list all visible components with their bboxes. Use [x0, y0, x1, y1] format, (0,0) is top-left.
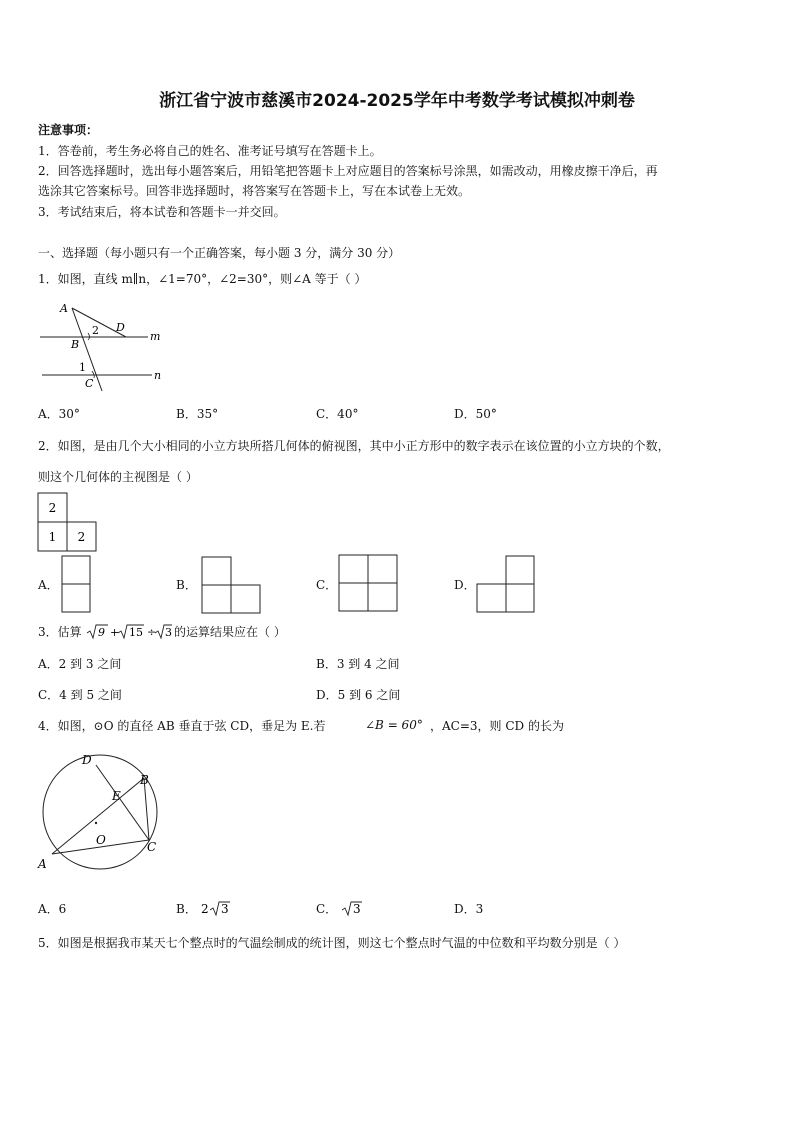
- point-label-b: B: [71, 338, 80, 351]
- q2-option-c: C．: [316, 578, 338, 592]
- line-label-n: n: [154, 369, 162, 382]
- notice-item: 2．回答选择题时，选出每小题答案后，用铅笔把答题卡上对应题目的答案标号涂黑，如需改动，用橡皮擦干净后，再: [38, 164, 658, 178]
- point-label-d: D: [82, 753, 92, 767]
- radicand: 3: [353, 902, 361, 916]
- q3-option-b: B．3 到 4 之间: [316, 657, 400, 671]
- divide-sign: ÷: [147, 626, 157, 639]
- radicand: 3: [165, 626, 172, 639]
- question-3-stem-prefix: 3．估算: [38, 625, 82, 639]
- q4-option-c: C．: [316, 902, 338, 916]
- question-4-stem-suffix: ，AC=3，则 CD 的长为: [430, 719, 564, 733]
- radicand: 3: [221, 902, 229, 916]
- notice-heading: 注意事项：: [38, 123, 99, 137]
- angle-label-2: 2: [92, 324, 99, 337]
- grid-count: 2: [77, 530, 86, 544]
- grid-count: 2: [48, 501, 57, 515]
- point-label-o: O: [96, 833, 106, 847]
- q4-option-b-value: [200, 897, 234, 919]
- q2-option-b: B．: [176, 578, 197, 592]
- q2-option-a-figure: [61, 555, 93, 615]
- q3-option-a: A．2 到 3 之间: [38, 657, 122, 671]
- question-4-angle: ∠B = 60°: [365, 718, 423, 732]
- q4-option-b: B．: [176, 902, 197, 916]
- q1-option-c: C．40°: [316, 407, 359, 421]
- section-heading: 一、选择题（每小题只有一个正确答案，每小题 3 分，满分 30 分）: [38, 246, 401, 260]
- question-4-stem-prefix: 4．如图，⊙O 的直径 AB 垂直于弦 CD，垂足为 E.若: [38, 719, 326, 733]
- point-label-a: A: [38, 857, 47, 871]
- grid-count: 1: [48, 530, 57, 544]
- point-label-c: C: [147, 840, 157, 854]
- q2-top-view-grid: [37, 492, 99, 552]
- point-label-e: E: [112, 789, 121, 803]
- q3-expression: [86, 620, 172, 642]
- q2-option-d: D．: [454, 578, 476, 592]
- radicand: 9: [98, 626, 105, 639]
- q2-option-c-figure: [338, 554, 400, 614]
- q1-figure: [36, 298, 166, 396]
- notice-item: 3．考试结束后，将本试卷和答题卡一并交回。: [38, 205, 286, 219]
- coefficient: 2: [201, 902, 209, 916]
- q4-circle-figure: [34, 748, 164, 872]
- question-3-stem-suffix: 的运算结果应在（ ）: [174, 625, 286, 639]
- point-label-d: D: [116, 321, 125, 334]
- q4-option-c-value: [340, 897, 366, 919]
- page-title: 浙江省宁波市慈溪市2024-2025学年中考数学考试模拟冲刺卷: [159, 91, 635, 111]
- q3-option-d: D．5 到 6 之间: [316, 688, 401, 702]
- q1-option-a: A．30°: [38, 407, 80, 421]
- point-label-c: C: [85, 377, 94, 390]
- question-1-stem: 1．如图，直线 m∥n，∠1=70°，∠2=30°，则∠A 等于（ ）: [38, 272, 367, 286]
- plus-sign: +: [110, 626, 120, 639]
- question-5-stem: 5．如图是根据我市某天七个整点时的气温绘制成的统计图，则这七个整点时气温的中位数和平均数分别是（ ）: [38, 936, 626, 950]
- radicand: 15: [129, 626, 143, 639]
- question-2-stem-cont: 则这个几何体的主视图是（ ）: [38, 470, 198, 484]
- q2-option-d-figure: [476, 555, 538, 615]
- q1-option-d: D．50°: [454, 407, 497, 421]
- q4-option-d: D．3: [454, 902, 484, 916]
- point-label-b: B: [140, 773, 149, 787]
- notice-item: 1．答卷前，考生务必将自己的姓名、准考证号填写在答题卡上。: [38, 144, 382, 158]
- q2-option-a: A．: [38, 578, 59, 592]
- q2-option-b-figure: [201, 556, 263, 616]
- point-label-a: A: [60, 302, 68, 315]
- question-2-stem: 2．如图，是由几个大小相同的小立方块所搭几何体的俯视图，其中小正方形中的数字表示在该位置的小立方块的个数，: [38, 439, 670, 453]
- q1-option-b: B．35°: [176, 407, 219, 421]
- notice-item: 选涂其它答案标号。回答非选择题时，将答案写在答题卡上，写在本试卷上无效。: [38, 184, 471, 198]
- q3-option-c: C．4 到 5 之间: [38, 688, 122, 702]
- q4-option-a: A．6: [38, 902, 67, 916]
- line-label-m: m: [150, 330, 161, 343]
- angle-label-1: 1: [79, 361, 86, 374]
